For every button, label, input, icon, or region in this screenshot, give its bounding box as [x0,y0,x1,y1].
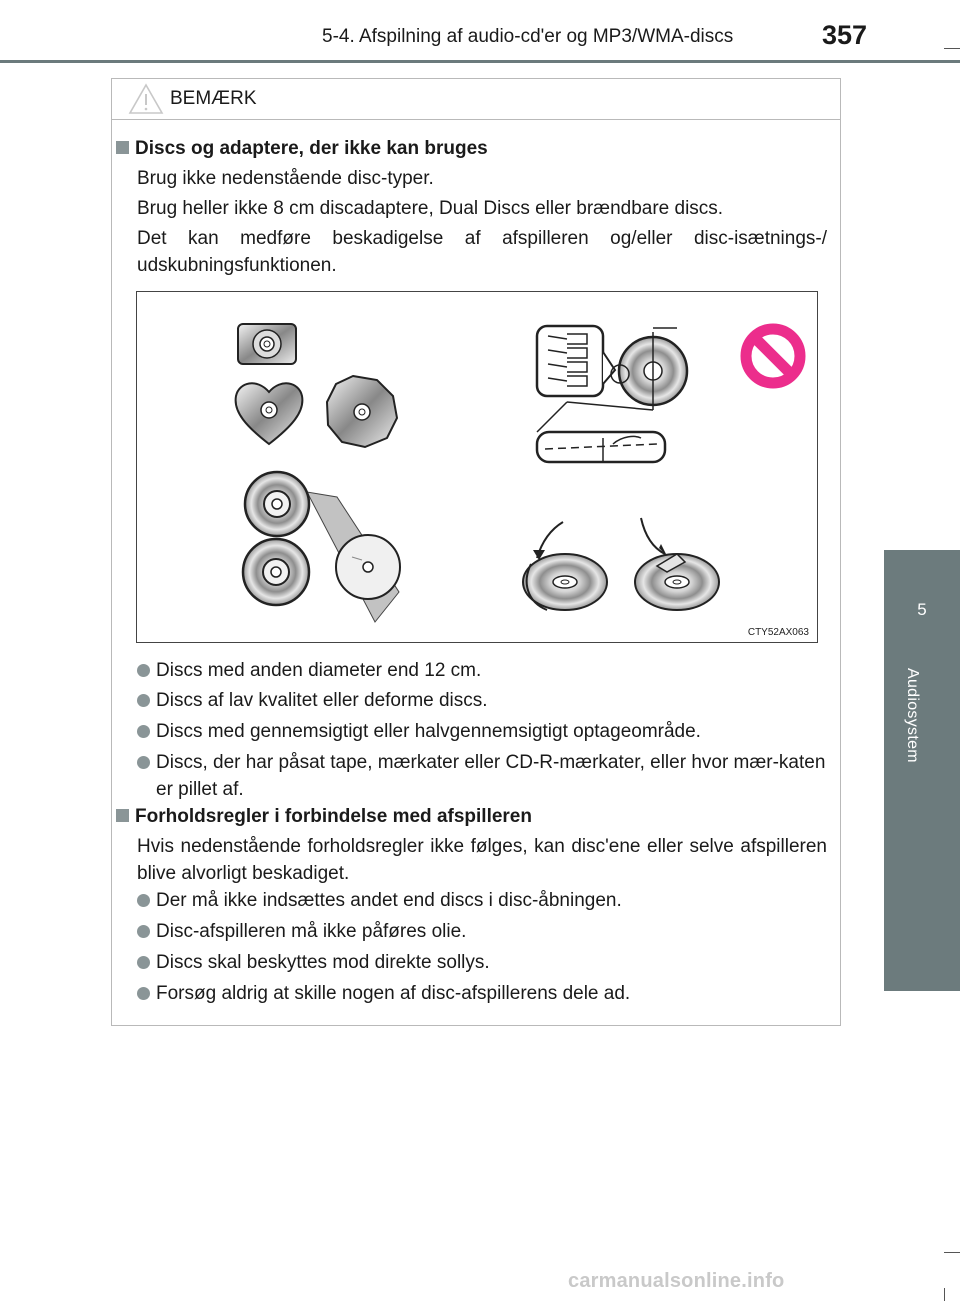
bullet-dot-icon [137,756,150,769]
paragraph: Brug ikke nedenstående disc-typer. [137,168,434,189]
square-bullet-icon [116,141,129,154]
peeling-label-discs [523,518,719,610]
note-box [111,78,841,1026]
list-item: Disc-afspilleren må ikke påføres olie. [137,918,837,945]
bullet-dot-icon [137,725,150,738]
crop-mark [944,1252,960,1253]
paragraph: Hvis nedenstående forholdsregler ikke følges, kan disc'ene eller selve afspilleren blive alvorligt beskadiget. [137,836,827,884]
warning-triangle-icon [128,83,164,115]
watermark: carmanualsonline.info [568,1270,785,1292]
bullet-dot-icon [137,925,150,938]
header-rule [0,60,960,63]
note-title: BEMÆRK [170,88,257,109]
crop-mark [944,1288,945,1301]
list-item: Forsøg aldrig at skille nogen af disc-afspillerens dele ad. [137,980,837,1007]
list-item: Discs med gennemsigtigt eller halvgennemsigtigt optageområde. [137,718,837,745]
bullet-dot-icon [137,664,150,677]
bullet-dot-icon [137,987,150,1000]
bullet-dot-icon [137,694,150,707]
bullet-dot-icon [137,894,150,907]
disc-illustration-drawing [137,292,817,642]
note-header [112,79,840,120]
crop-mark [944,48,960,49]
figure-code: CTY52AX063 [747,627,809,638]
page-number: 357 [822,20,868,50]
chapter-number: 5 [917,600,927,619]
heart-disc [236,383,303,444]
square-bullet-icon [116,809,129,822]
octagon-disc [327,376,397,447]
section-heading: Discs og adaptere, der ikke kan bruges [116,138,488,160]
list-item: Discs med anden diameter end 12 cm. [137,657,837,684]
list-item: Discs skal beskyttes mod direkte sollys. [137,949,837,976]
prohibited-icon [746,329,800,383]
list-item: Discs, der har påsat tape, mærkater eller CD-R-mærkater, eller hvor mær-katen er pillet af. [137,749,837,803]
list-item: Discs af lav kvalitet eller deforme discs. [137,687,837,714]
list-item: Der må ikke indsættes andet end discs i disc-åbningen. [137,887,837,914]
paragraph: Brug heller ikke 8 cm discadaptere, Dual Discs eller brændbare discs. [137,198,724,219]
bullet-dot-icon [137,956,150,969]
square-disc [238,324,296,364]
section-heading: Forholdsregler i forbindelse med afspilleren [116,806,532,828]
disc-illustration [136,291,818,643]
disc-adapter [243,472,400,622]
running-header: 5-4. Afspilning af audio-cd'er og MP3/WMA-discs [322,26,734,47]
paragraph: Det kan medføre beskadigelse af afspilleren og/eller disc-isætnings-/ udskubningsfunktionen. [137,228,827,276]
chapter-label: Audiosystem [904,668,921,763]
player-slot-diagram [537,326,687,462]
